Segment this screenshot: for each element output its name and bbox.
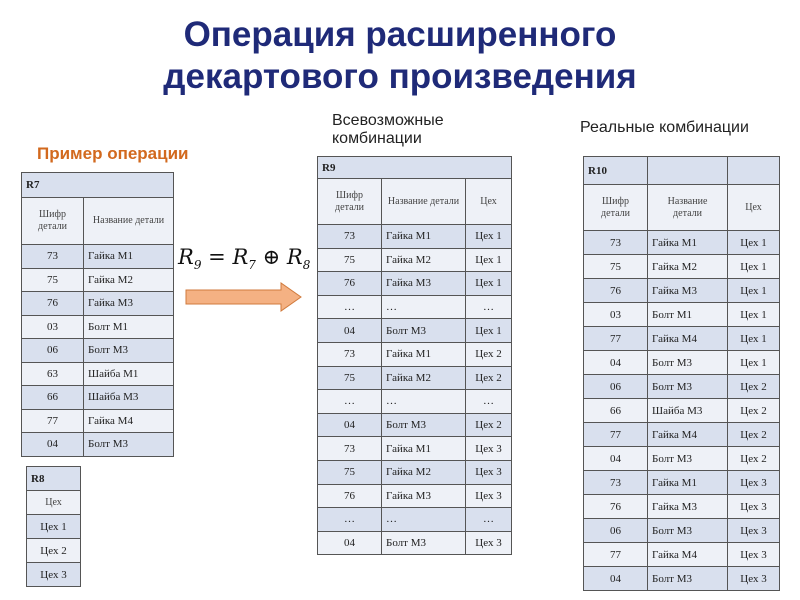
r8-table-row bbox=[27, 515, 81, 539]
r8-cell: Цех 1 bbox=[27, 515, 81, 539]
r10-cell: 76 bbox=[584, 495, 648, 519]
r7-cell: Болт М3 bbox=[84, 433, 174, 457]
r10-cell: Гайка М2 bbox=[648, 255, 728, 279]
r9-header-row bbox=[318, 179, 512, 225]
r9-table bbox=[317, 156, 512, 555]
r9-cell: 04 bbox=[318, 531, 382, 555]
formula-r9: R bbox=[178, 245, 194, 269]
r10-cell: Цех 1 bbox=[728, 231, 780, 255]
all-combinations-label: Всевозможные комбинации bbox=[332, 112, 444, 147]
r9-cell: Цех 1 bbox=[466, 248, 512, 272]
r10-cell: Цех 1 bbox=[728, 327, 780, 351]
r9-cell: Цех 1 bbox=[466, 272, 512, 296]
r10-table-row bbox=[584, 519, 780, 543]
r9-cell: Гайка М3 bbox=[382, 484, 466, 508]
r7-column-header: Шифр детали bbox=[22, 198, 84, 245]
r9-table-row bbox=[318, 484, 512, 508]
r10-column-header: Название детали bbox=[648, 185, 728, 231]
r7-table-row bbox=[22, 292, 174, 316]
r7-table bbox=[21, 172, 174, 457]
r7-table-row bbox=[22, 339, 174, 363]
r10-cell: Гайка М4 bbox=[648, 543, 728, 567]
formula-r8-sub: 8 bbox=[302, 258, 311, 273]
r9-column-header: Цех bbox=[466, 179, 512, 225]
r9-cell: 76 bbox=[318, 484, 382, 508]
r9-cell: 73 bbox=[318, 342, 382, 366]
r9-cell: … bbox=[318, 390, 382, 414]
r10-cell: Гайка М1 bbox=[648, 231, 728, 255]
r10-table-row bbox=[584, 303, 780, 327]
r9-cell: Болт М3 bbox=[382, 319, 466, 343]
r9-cell: Цех 3 bbox=[466, 437, 512, 461]
r9-cell: Гайка М3 bbox=[382, 272, 466, 296]
r7-name: R7 bbox=[22, 173, 174, 198]
r9-cell: 76 bbox=[318, 272, 382, 296]
r10-cell: Болт М1 bbox=[648, 303, 728, 327]
r9-cell: Цех 3 bbox=[466, 460, 512, 484]
r8-table-row bbox=[27, 539, 81, 563]
r9-cell: Цех 3 bbox=[466, 484, 512, 508]
r7-header-row bbox=[22, 198, 174, 245]
r10-header-row bbox=[584, 185, 780, 231]
r9-cell: Гайка М1 bbox=[382, 225, 466, 249]
r7-cell: 04 bbox=[22, 433, 84, 457]
r9-cell: 75 bbox=[318, 366, 382, 390]
r9-table-row bbox=[318, 366, 512, 390]
formula-r7: R bbox=[232, 245, 249, 269]
r7-cell: 73 bbox=[22, 245, 84, 269]
formula-oplus: ⊕ bbox=[262, 245, 281, 269]
r8-column-header: Цех bbox=[27, 491, 81, 515]
r10-table-row bbox=[584, 351, 780, 375]
r10-cell: 06 bbox=[584, 375, 648, 399]
r9-title-row bbox=[318, 157, 512, 179]
r10-table-row bbox=[584, 375, 780, 399]
r9-cell: Цех 1 bbox=[466, 319, 512, 343]
r9-table-row bbox=[318, 225, 512, 249]
r10-cell: 73 bbox=[584, 231, 648, 255]
r9-cell: Болт М3 bbox=[382, 531, 466, 555]
r8-cell: Цех 2 bbox=[27, 539, 81, 563]
r9-cell: … bbox=[382, 390, 466, 414]
r7-cell: 75 bbox=[22, 268, 84, 292]
r7-cell: Болт М1 bbox=[84, 315, 174, 339]
r7-table-row bbox=[22, 386, 174, 410]
r10-cell: 04 bbox=[584, 447, 648, 471]
r10-cell: 06 bbox=[584, 519, 648, 543]
r7-table-row bbox=[22, 362, 174, 386]
r9-cell: 73 bbox=[318, 437, 382, 461]
r9-table-row bbox=[318, 272, 512, 296]
r10-cell: Гайка М3 bbox=[648, 495, 728, 519]
r8-title-row bbox=[27, 467, 81, 491]
r9-cell: … bbox=[466, 295, 512, 319]
r10-table-row bbox=[584, 567, 780, 591]
r9-table-row bbox=[318, 390, 512, 414]
r9-cell: Цех 2 bbox=[466, 366, 512, 390]
r8-name: R8 bbox=[27, 467, 81, 491]
r7-title-row bbox=[22, 173, 174, 198]
r8-body bbox=[27, 467, 81, 587]
r10-cell: 04 bbox=[584, 351, 648, 375]
r10-table-row bbox=[584, 447, 780, 471]
r10-name: R10 bbox=[584, 157, 648, 185]
r10-table-row bbox=[584, 543, 780, 567]
r10-body bbox=[584, 157, 780, 591]
r10-cell: 03 bbox=[584, 303, 648, 327]
r10-cell: 77 bbox=[584, 327, 648, 351]
r10-cell: 76 bbox=[584, 279, 648, 303]
r7-cell: Шайба М3 bbox=[84, 386, 174, 410]
r10-cell: Цех 3 bbox=[728, 471, 780, 495]
r9-cell: … bbox=[466, 508, 512, 532]
r7-column-header: Название детали bbox=[84, 198, 174, 245]
r9-cell: Цех 3 bbox=[466, 531, 512, 555]
r7-cell: 76 bbox=[22, 292, 84, 316]
r7-cell: 03 bbox=[22, 315, 84, 339]
r9-cell: Гайка М2 bbox=[382, 248, 466, 272]
r10-title-empty-cell bbox=[648, 157, 728, 185]
r7-cell: Гайка М2 bbox=[84, 268, 174, 292]
r9-cell: 73 bbox=[318, 225, 382, 249]
r7-body bbox=[22, 173, 174, 457]
r9-cell: … bbox=[466, 390, 512, 414]
r10-table-row bbox=[584, 423, 780, 447]
r8-table-row bbox=[27, 563, 81, 587]
r9-table-row bbox=[318, 295, 512, 319]
r10-cell: Цех 1 bbox=[728, 303, 780, 327]
r10-cell: 66 bbox=[584, 399, 648, 423]
r7-cell: 63 bbox=[22, 362, 84, 386]
r10-cell: 77 bbox=[584, 543, 648, 567]
r10-column-header: Шифр детали bbox=[584, 185, 648, 231]
formula-r9-sub: 9 bbox=[193, 258, 202, 273]
r10-table bbox=[583, 156, 780, 591]
r10-cell: Болт М3 bbox=[648, 519, 728, 543]
r9-name: R9 bbox=[318, 157, 512, 179]
r10-cell: Цех 1 bbox=[728, 279, 780, 303]
r10-table-row bbox=[584, 231, 780, 255]
r7-cell: 06 bbox=[22, 339, 84, 363]
r9-cell: Цех 2 bbox=[466, 413, 512, 437]
r9-cell: … bbox=[318, 508, 382, 532]
r9-cell: Гайка М2 bbox=[382, 460, 466, 484]
r9-table-row bbox=[318, 248, 512, 272]
formula-r7-sub: 7 bbox=[248, 258, 256, 273]
r10-table-row bbox=[584, 255, 780, 279]
r10-column-header: Цех bbox=[728, 185, 780, 231]
r10-cell: Болт М3 bbox=[648, 447, 728, 471]
r9-column-header: Шифр детали bbox=[318, 179, 382, 225]
r10-table-row bbox=[584, 495, 780, 519]
r10-title-row bbox=[584, 157, 780, 185]
r9-table-row bbox=[318, 319, 512, 343]
r9-table-row bbox=[318, 460, 512, 484]
r10-cell: Цех 3 bbox=[728, 519, 780, 543]
r10-table-row bbox=[584, 327, 780, 351]
r10-table-row bbox=[584, 279, 780, 303]
r9-cell: Гайка М1 bbox=[382, 437, 466, 461]
r9-cell: 75 bbox=[318, 248, 382, 272]
r10-cell: Болт М3 bbox=[648, 351, 728, 375]
r10-cell: 73 bbox=[584, 471, 648, 495]
r10-cell: 04 bbox=[584, 567, 648, 591]
r10-cell: Цех 3 bbox=[728, 567, 780, 591]
r10-cell: Цех 3 bbox=[728, 543, 780, 567]
r7-table-row bbox=[22, 315, 174, 339]
r8-table bbox=[26, 466, 81, 587]
r7-table-row bbox=[22, 245, 174, 269]
formula bbox=[178, 245, 310, 272]
r9-table-row bbox=[318, 437, 512, 461]
r7-table-row bbox=[22, 268, 174, 292]
r7-cell: 77 bbox=[22, 409, 84, 433]
r9-body bbox=[318, 157, 512, 555]
r10-cell: Цех 2 bbox=[728, 375, 780, 399]
r7-cell: Гайка М3 bbox=[84, 292, 174, 316]
r8-header-row bbox=[27, 491, 81, 515]
r10-table-row bbox=[584, 399, 780, 423]
r10-cell: Болт М3 bbox=[648, 375, 728, 399]
r10-cell: Цех 1 bbox=[728, 351, 780, 375]
r10-cell: Гайка М4 bbox=[648, 423, 728, 447]
formula-equals: = bbox=[208, 245, 226, 269]
r9-cell: Цех 1 bbox=[466, 225, 512, 249]
r10-cell: 77 bbox=[584, 423, 648, 447]
r8-cell: Цех 3 bbox=[27, 563, 81, 587]
real-combinations-label: Реальные комбинации bbox=[580, 119, 749, 136]
r10-table-row bbox=[584, 471, 780, 495]
r9-table-row bbox=[318, 342, 512, 366]
r10-cell: Гайка М3 bbox=[648, 279, 728, 303]
r9-cell: 04 bbox=[318, 413, 382, 437]
r9-cell: … bbox=[382, 508, 466, 532]
r10-cell: Цех 2 bbox=[728, 423, 780, 447]
r7-table-row bbox=[22, 433, 174, 457]
r10-cell: Цех 1 bbox=[728, 255, 780, 279]
r9-cell: Гайка М2 bbox=[382, 366, 466, 390]
r7-cell: Болт М3 bbox=[84, 339, 174, 363]
r9-table-row bbox=[318, 508, 512, 532]
r9-cell: … bbox=[318, 295, 382, 319]
r10-cell: Болт М3 bbox=[648, 567, 728, 591]
r10-cell: Шайба М3 bbox=[648, 399, 728, 423]
formula-r8: R bbox=[286, 245, 303, 269]
r10-cell: 75 bbox=[584, 255, 648, 279]
r10-title-empty-cell bbox=[728, 157, 780, 185]
r9-table-row bbox=[318, 531, 512, 555]
r7-cell: Гайка М4 bbox=[84, 409, 174, 433]
r7-cell: Шайба М1 bbox=[84, 362, 174, 386]
page-title bbox=[0, 14, 800, 98]
r9-column-header: Название детали bbox=[382, 179, 466, 225]
title-line-1: Операция расширенного bbox=[183, 15, 617, 54]
r9-cell: Цех 2 bbox=[466, 342, 512, 366]
r9-cell: 75 bbox=[318, 460, 382, 484]
r9-table-row bbox=[318, 413, 512, 437]
r9-cell: Гайка М1 bbox=[382, 342, 466, 366]
r9-cell: … bbox=[382, 295, 466, 319]
r10-cell: Цех 3 bbox=[728, 495, 780, 519]
r10-cell: Гайка М1 bbox=[648, 471, 728, 495]
right-arrow-icon bbox=[185, 282, 303, 312]
r10-cell: Цех 2 bbox=[728, 447, 780, 471]
r9-cell: 04 bbox=[318, 319, 382, 343]
example-label: Пример операции bbox=[37, 144, 189, 163]
r7-cell: 66 bbox=[22, 386, 84, 410]
r10-cell: Гайка М4 bbox=[648, 327, 728, 351]
r9-cell: Болт М3 bbox=[382, 413, 466, 437]
r7-cell: Гайка М1 bbox=[84, 245, 174, 269]
r10-cell: Цех 2 bbox=[728, 399, 780, 423]
title-line-2: декартового произведения bbox=[163, 57, 637, 96]
r7-table-row bbox=[22, 409, 174, 433]
